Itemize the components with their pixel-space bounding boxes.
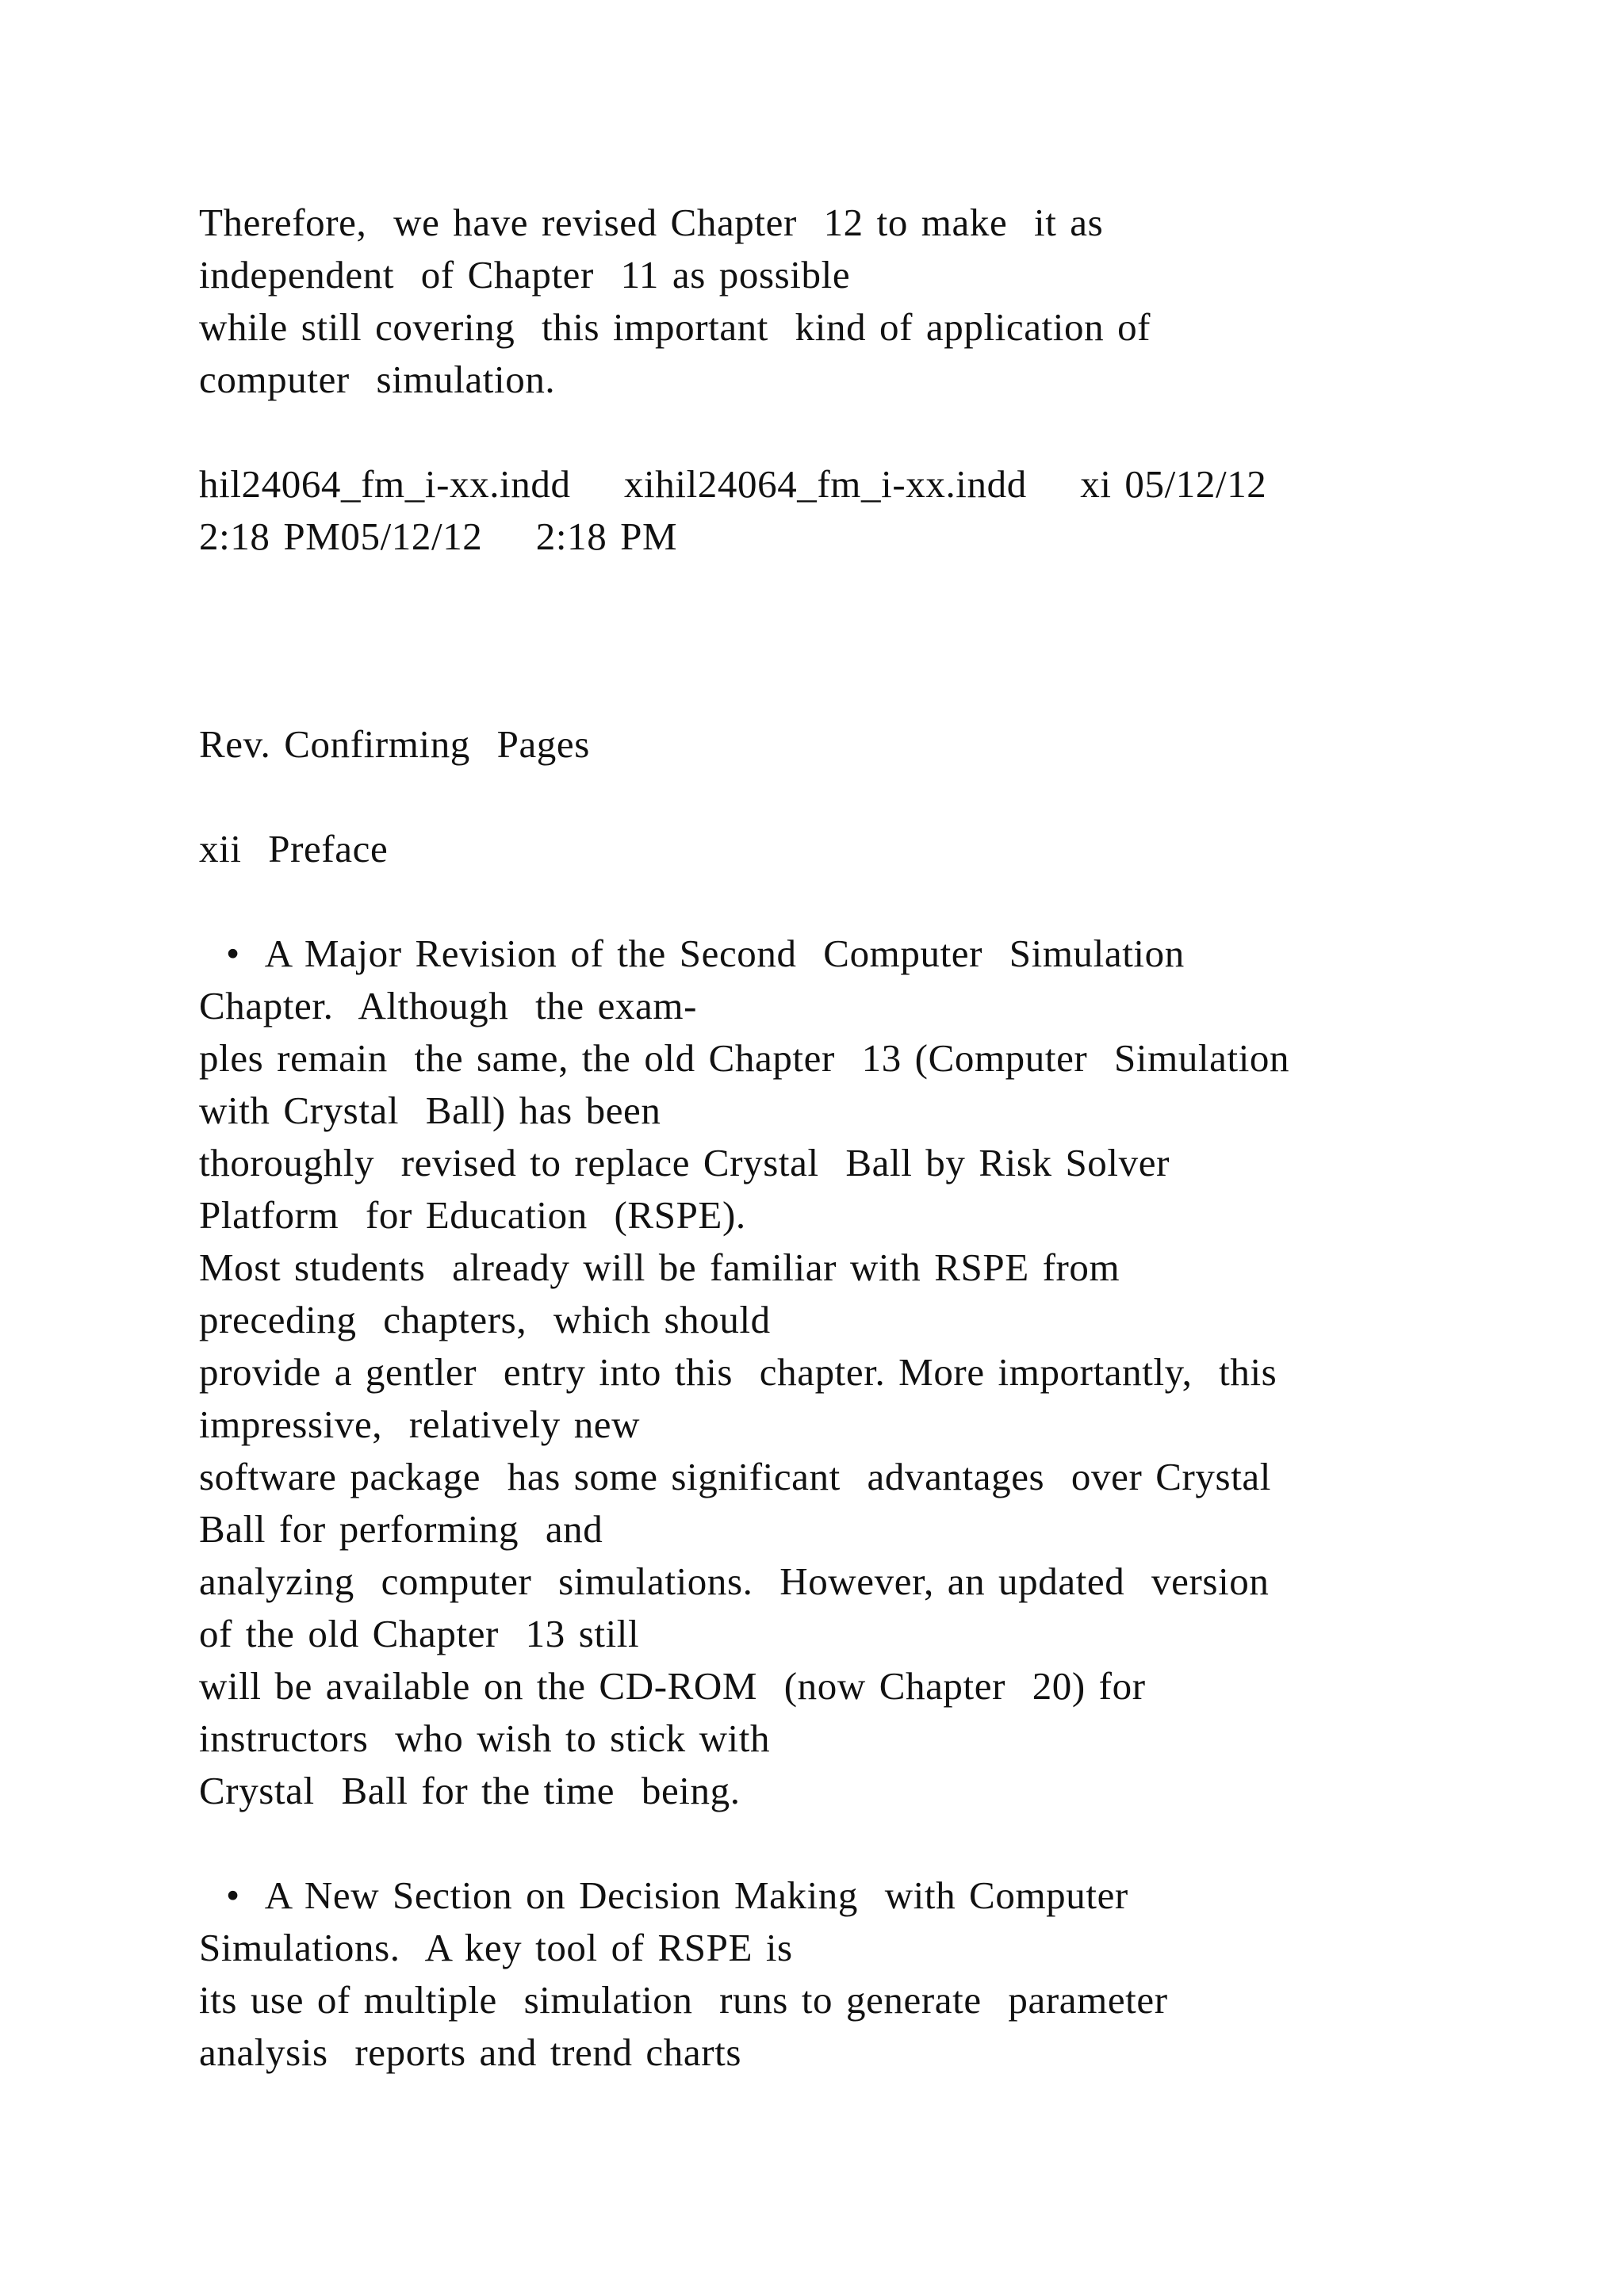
text-line: analyzing computer simulations. However, an updated version — [199, 1559, 1270, 1603]
text-line: Chapter. Although the exam- — [199, 984, 698, 1027]
text-line: Ball for performing and — [199, 1507, 603, 1551]
bullet-first-line: • A New Section on Decision Making with Computer — [226, 1873, 1128, 1917]
text-line: Platform for Education (RSPE). — [199, 1193, 746, 1237]
text-line: thoroughly revised to replace Crystal Ball by Risk Solver — [199, 1141, 1170, 1184]
text-line: software package has some significant advantages over Crystal — [199, 1455, 1271, 1498]
text-line: Simulations. A key tool of RSPE is — [199, 1926, 793, 1969]
text-line: provide a gentler entry into this chapter. More importantly, this — [199, 1350, 1277, 1394]
text-line: of the old Chapter 13 still — [199, 1612, 640, 1655]
footer-line: 2:18 PM05/12/12 2:18 PM — [199, 515, 678, 558]
text-line: computer simulation. — [199, 358, 556, 401]
text-line: preceding chapters, which should — [199, 1298, 771, 1341]
text-line: Crystal Ball for the time being. — [199, 1769, 741, 1812]
document-page — [199, 0, 1436, 2296]
text-line: with Crystal Ball) has been — [199, 1089, 661, 1132]
text-line: impressive, relatively new — [199, 1402, 641, 1446]
footer-line: hil24064_fm_i-xx.indd xihil24064_fm_i-xx.indd xi 05/12/12 — [199, 462, 1267, 506]
running-head: Rev. Confirming Pages — [199, 722, 590, 766]
text-line: Therefore, we have revised Chapter 12 to make it as — [199, 201, 1104, 244]
text-line: analysis reports and trend charts — [199, 2030, 742, 2074]
text-line: Most students already will be familiar with RSPE from — [199, 1246, 1120, 1289]
text-line: instructors who wish to stick with — [199, 1716, 771, 1760]
text-line: ples remain the same, the old Chapter 13 (Computer Simulation — [199, 1036, 1290, 1080]
text-line: while still covering this important kind of application of — [199, 305, 1151, 349]
bullet-first-line: • A Major Revision of the Second Computer Simulation — [226, 932, 1185, 975]
text-line: its use of multiple simulation runs to generate parameter — [199, 1978, 1168, 2022]
page-header: xii Preface — [199, 827, 389, 871]
text-line: will be available on the CD-ROM (now Chapter 20) for — [199, 1664, 1146, 1708]
text-line: independent of Chapter 11 as possible — [199, 253, 851, 297]
